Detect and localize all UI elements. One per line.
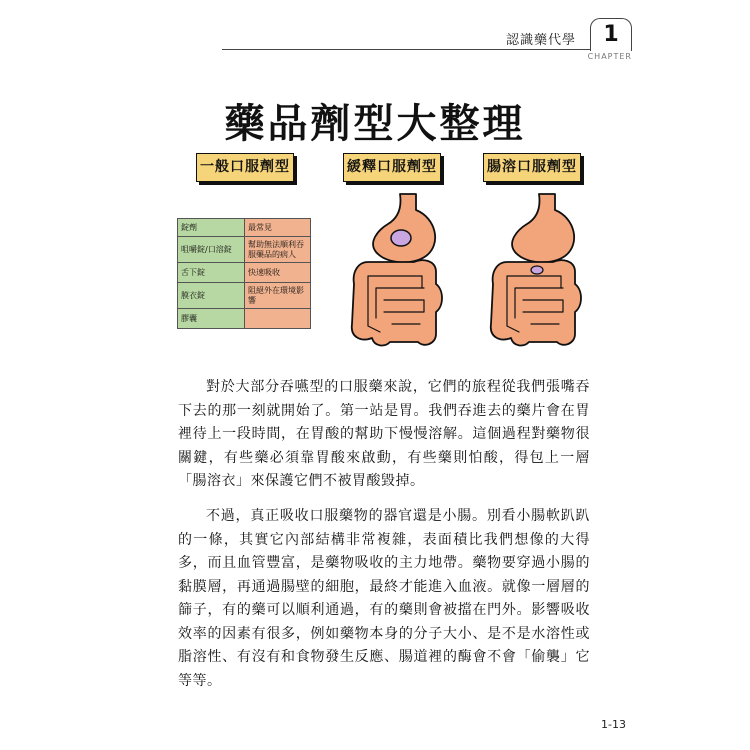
table-cell-desc [245,309,311,329]
page-title: 藥品劑型大整理 [224,101,526,147]
body-paragraph-1: 對於大部分吞嚥型的口服藥來說，它們的旅程從我們張嘴吞下去的那一刻就開始了。第一站是胃。我們吞進去的藥片會在胃裡待上一段時間，在胃酸的幫助下慢慢溶解。這個過程對藥物很關鍵，有些藥必須靠胃酸來啟動，有些藥則怕酸，得包上一層「腸溶衣」來保護它們不被胃酸毀掉。 [178,379,590,489]
pill-icon [531,266,543,274]
table-cell-desc: 最常見 [245,219,311,237]
pill-icon [391,230,411,246]
chapter-header [222,18,632,61]
label-general-oral: 一般口服劑型 [196,153,294,182]
table-row [178,283,311,309]
dosage-form-table [177,218,311,329]
table-row [178,309,311,329]
table-cell-desc: 幫助無法順利吞服藥品的病人 [245,237,311,263]
chapter-number-tab: 1 [590,18,632,51]
table-cell-desc: 阻絕外在環境影響 [245,283,311,309]
chapter-title: 認識藥代學 [505,33,576,48]
stomach-intestine-icon [479,192,589,350]
body-paragraph-2: 不過，真正吸收口服藥物的器官還是小腸。別看小腸軟趴趴的一條，其實它內部結構非常複雜，表面積比我們想像的大得多，而且血管豐富，是藥物吸收的主力地帶。藥物要穿過小腸的黏膜層，再通過腸壁的細胞，最終才能進入血液。就像一層層的篩子，有的藥可以順利通過，有的藥則會被擋在門外。影響吸收效率的因素有很多，例如藥物本身的分子大小、是不是水溶性或脂溶性、有沒有和食物發生反應、腸道裡的酶會不會「偷襲」它等等。 [178,508,590,689]
label-enteric-coated-oral: 腸溶口服劑型 [483,153,581,182]
table-row [178,263,311,283]
table-row [178,237,311,263]
table-cell-desc: 快速吸收 [245,263,311,283]
header-rule [222,49,632,50]
table-cell-name: 舌下錠 [178,263,245,283]
page-number: 1-13 [601,718,626,731]
table-cell-name: 膜衣錠 [178,283,245,309]
chapter-label: CHAPTER [587,52,632,61]
stomach-intestine-icon [340,192,450,350]
table-row [178,219,311,237]
table-cell-name: 咀嚼錠/口溶錠 [178,237,245,263]
table-cell-name: 錠劑 [178,219,245,237]
label-extended-release-oral: 緩釋口服劑型 [343,153,441,182]
table-cell-name: 膠囊 [178,309,245,329]
